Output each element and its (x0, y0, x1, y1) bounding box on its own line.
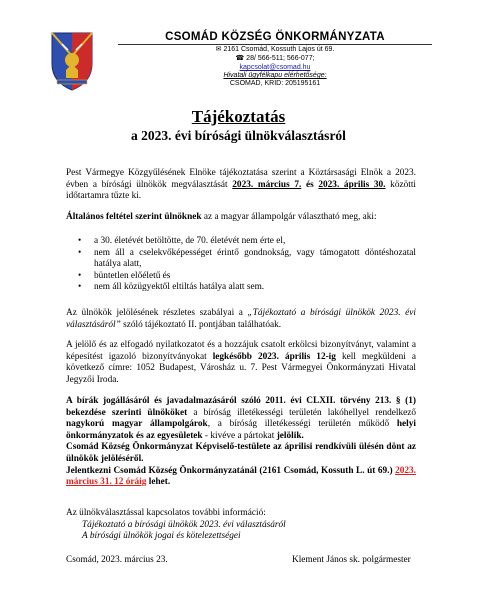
coat-of-arms-icon (48, 30, 96, 92)
deadline-submission: legkésőbb 2023. április 12-ig (212, 351, 336, 362)
paragraph-legal-basis: A bírák jogállásáról és javadalmazásáról szóló 2011. évi CLXII. törvény 213. § (1) bekezdése szerinti ülnököket a bíróság illetékességi területén lakóhellyel rendelkező nagykorú magyar állampolgárok, a bíróság illetékességi területén működő helyi önkormányzatok és az egyesületek - kivéve a pártokat jelölik. Csomád Község Önkormányzat Képviselő-testülete az áprilisi rendkívüli ülésén dönt az ülnökök jelöléséről. Jelentkezni Csomád Község Önkormányzatánál (2161 Csomád, Kossuth L. út 69.) 2023. március 31. 12 óráig lehet. (66, 396, 416, 488)
envelope-icon: ✉ (215, 46, 222, 53)
application-deadline: 2023. március 31. 12 óráig (66, 465, 416, 488)
list-item: • nem áll közügyektől eltiltás hatálya alatt sem. (78, 282, 265, 293)
date-start: 2023. március 7. (232, 179, 302, 190)
org-name: CSOMÁD KÖZSÉG ÖNKORMÁNYZATA (165, 31, 385, 43)
paragraph-general-condition: Általános feltétel szerint ülnöknek az a magyar állampolgár választható meg, aki: (66, 212, 377, 222)
paragraph-more-info: Az ülnökválasztással kapcsolatos további információ: Tájékoztató a bírósági ülnökök 2023. évi választásáról A bírósági ülnökök jogai és kötelezettségei (66, 508, 286, 542)
council-decision: Csomád Község Önkormányzat Képviselő-testülete az áprilisi rendkívüli ülésén dönt az ülnökök jelöléséről. (66, 442, 416, 464)
info-link-rights[interactable]: A bírósági ülnökök jogai és kötelezettségei (82, 531, 241, 542)
conditions-list (66, 236, 416, 294)
header-phone: ☎ 28/ 566-511; 566-077; (235, 55, 315, 62)
header-krid: CSOMAD, KRID: 205195161 (229, 80, 321, 87)
page-subtitle: a 2023. évi bírósági ülnökválasztásról (131, 128, 346, 143)
info-link-guide[interactable]: Tájékoztató a bírósági ülnökök 2023. évi választásáról (82, 519, 286, 530)
paragraph-nomination-rules: Az ülnökök jelölésének részletes szabályai a „Tájékoztató a bírósági ülnökök 2023. évi választásáról” szóló tájékoztató II. pontjában találhatóak. (66, 308, 416, 330)
list-item: • a 30. életévét betöltötte, de 70. életévét nem érte el, (78, 236, 286, 246)
date-end: 2023. április 30. (318, 179, 386, 190)
place-date: Csomád, 2023. március 23. (66, 555, 168, 565)
page-title: Tájékoztatás (191, 107, 286, 126)
header-email-link[interactable]: kapcsolat@csomad.hu (239, 64, 311, 71)
phone-icon: ☎ (235, 55, 245, 62)
list-item: • nem áll a cselekvőképességet érintő gondnokság, vagy támogatott döntéshozatal hatálya alatt, (78, 247, 416, 270)
header-address: ✉ 2161 Csomád, Kossuth Lajos út 69. (215, 46, 335, 53)
header-gateway-label: Hivatali ügyfélkapu elérhetősége: (223, 72, 327, 79)
signature: Klement János sk. polgármester (292, 555, 411, 565)
paragraph-submission: A jelölő és az elfogadó nyilatkozatot és a hozzájuk csatolt erkölcsi bizonyítványt, valamint a képesítést igazoló bizonyítványokat legkésőbb 2023. április 12-ig kell megküldeni a következő címre: 1052 Budapest, Városház u. 7. Pest Vármegyei Önkormányzati Hivatal Jegyzői Iroda. (66, 340, 416, 385)
list-item: • büntetlen előéletű és (78, 270, 171, 281)
paragraph-election-period: Pest Vármegye Közgyűlésének Elnöke tájékoztatása szerint a Köztársasági Elnök a 2023. évben a bírósági ülnökök megválasztását 2023. március 7. és 2023. április 30. közötti időtartamra tűzte ki. (66, 168, 416, 202)
